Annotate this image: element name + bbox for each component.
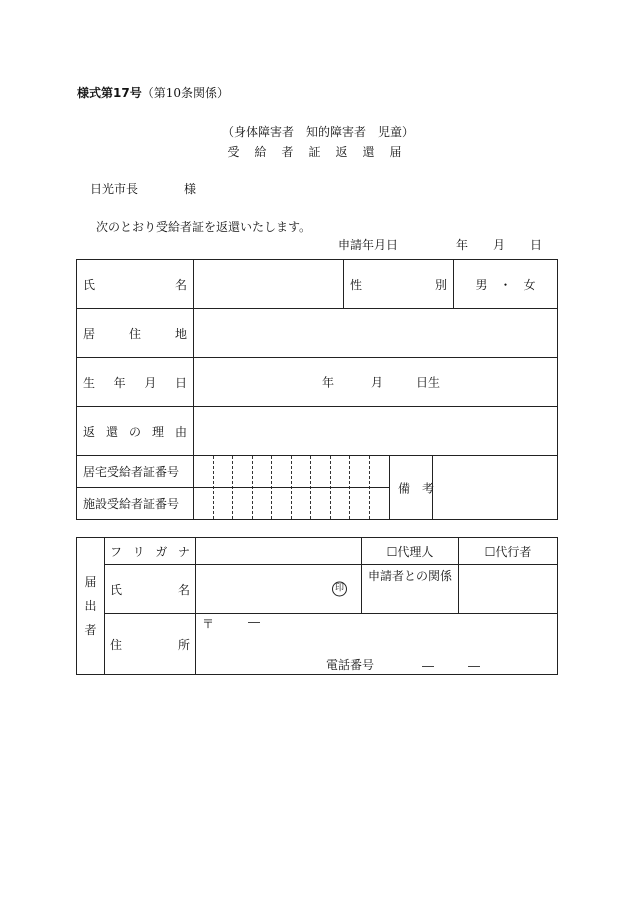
addressee-honorific: 様 <box>184 182 197 196</box>
form-relation: （第10条関係） <box>141 86 229 100</box>
proxy-checkbox[interactable]: ☐代理人 <box>362 538 459 565</box>
label-char: 名 <box>174 277 187 292</box>
furigana-field[interactable] <box>196 538 362 565</box>
label-char: 由 <box>174 424 187 439</box>
reason-field[interactable] <box>194 407 558 456</box>
label-char: 返 <box>83 424 96 439</box>
applicant-table <box>76 259 558 520</box>
address-label-cell <box>77 309 194 358</box>
label-char: ガ <box>155 544 168 559</box>
application-date <box>338 236 548 252</box>
label-char: 所 <box>177 637 190 652</box>
label-char: 住 <box>110 637 123 652</box>
facility-cert-label-cell: 施設受給者証番号 <box>77 488 194 520</box>
addressee <box>90 180 196 197</box>
label-char: 名 <box>177 582 190 597</box>
seal-icon: 印 <box>332 582 347 597</box>
lead-text: 次のとおり受給者証を返還いたします。 <box>96 220 312 234</box>
label-char: 地 <box>174 326 187 341</box>
label-char: 性 <box>350 277 363 292</box>
phone-label: 電話番号 <box>326 658 375 672</box>
label-char: 者 <box>84 623 97 637</box>
phone-dash: ― <box>468 659 480 673</box>
cert-number-area <box>194 456 558 520</box>
form-number <box>77 84 229 101</box>
application-day: 日 <box>530 238 543 252</box>
label-char: 生 <box>83 375 96 390</box>
title-char: 者 <box>281 145 295 159</box>
agent-checkbox[interactable]: ☐代行者 <box>459 538 558 565</box>
label-char: 月 <box>144 375 157 390</box>
name-field[interactable] <box>194 260 344 309</box>
label-char: 氏 <box>110 582 123 597</box>
form-subtitle: （身体障害者 知的障害者 児童） <box>221 125 414 139</box>
title-char: 受 <box>227 145 241 159</box>
phone-dash: ― <box>422 659 434 673</box>
notifier-table <box>76 537 558 675</box>
title-char: 返 <box>335 145 349 159</box>
label-char: 住 <box>128 326 141 341</box>
label-char: ナ <box>177 544 190 559</box>
label-char: 考 <box>422 481 435 495</box>
address-field[interactable] <box>194 309 558 358</box>
sex-field[interactable]: 男 ・ 女 <box>454 260 558 309</box>
notifier-name-label-cell <box>105 565 196 614</box>
title-char: 給 <box>254 145 268 159</box>
label-char: リ <box>132 544 145 559</box>
label-char: 届 <box>84 575 97 589</box>
relation-field[interactable] <box>459 565 558 614</box>
notifier-address-label-cell <box>105 614 196 675</box>
application-date-label: 申請年月日 <box>338 238 399 252</box>
title-char: 還 <box>362 145 376 159</box>
form-number-label: 様式第17号 <box>77 86 142 100</box>
notifier-name-field[interactable] <box>196 565 362 614</box>
label-char: 居 <box>83 326 96 341</box>
label-char: 備 <box>398 481 411 495</box>
label-char: の <box>128 424 141 439</box>
label-char: 年 <box>113 375 126 390</box>
birth-year: 年 <box>322 375 335 390</box>
title-char: 届 <box>389 145 403 159</box>
postal-dash: ― <box>248 615 260 629</box>
name-label-cell <box>77 260 194 309</box>
application-year: 年 <box>456 238 469 252</box>
label-char: 還 <box>105 424 118 439</box>
sex-label-cell <box>344 260 454 309</box>
postal-mark: 〒 <box>202 617 215 631</box>
notifier-label-cell <box>77 538 105 675</box>
label-char: フ <box>110 544 123 559</box>
reason-label-cell <box>77 407 194 456</box>
addressee-mayor: 日光市長 <box>90 182 139 196</box>
label-char: 日 <box>174 375 187 390</box>
form-title <box>0 143 630 160</box>
label-char: 理 <box>151 424 164 439</box>
home-cert-label-cell: 居宅受給者証番号 <box>77 456 194 488</box>
birth-month: 月 <box>371 375 384 390</box>
notifier-address-field[interactable] <box>196 614 558 675</box>
label-char: 出 <box>84 599 97 613</box>
label-char: 氏 <box>83 277 96 292</box>
furigana-label-cell <box>105 538 196 565</box>
birth-day: 日生 <box>416 375 441 390</box>
title-char: 証 <box>308 145 322 159</box>
relation-label-cell: 申請者との関係 <box>362 565 459 614</box>
birth-field[interactable] <box>194 358 558 407</box>
application-month: 月 <box>493 238 506 252</box>
remarks-label-cell <box>389 456 433 519</box>
remarks-field[interactable] <box>432 456 557 519</box>
label-char: 別 <box>434 277 447 292</box>
birth-label-cell <box>77 358 194 407</box>
